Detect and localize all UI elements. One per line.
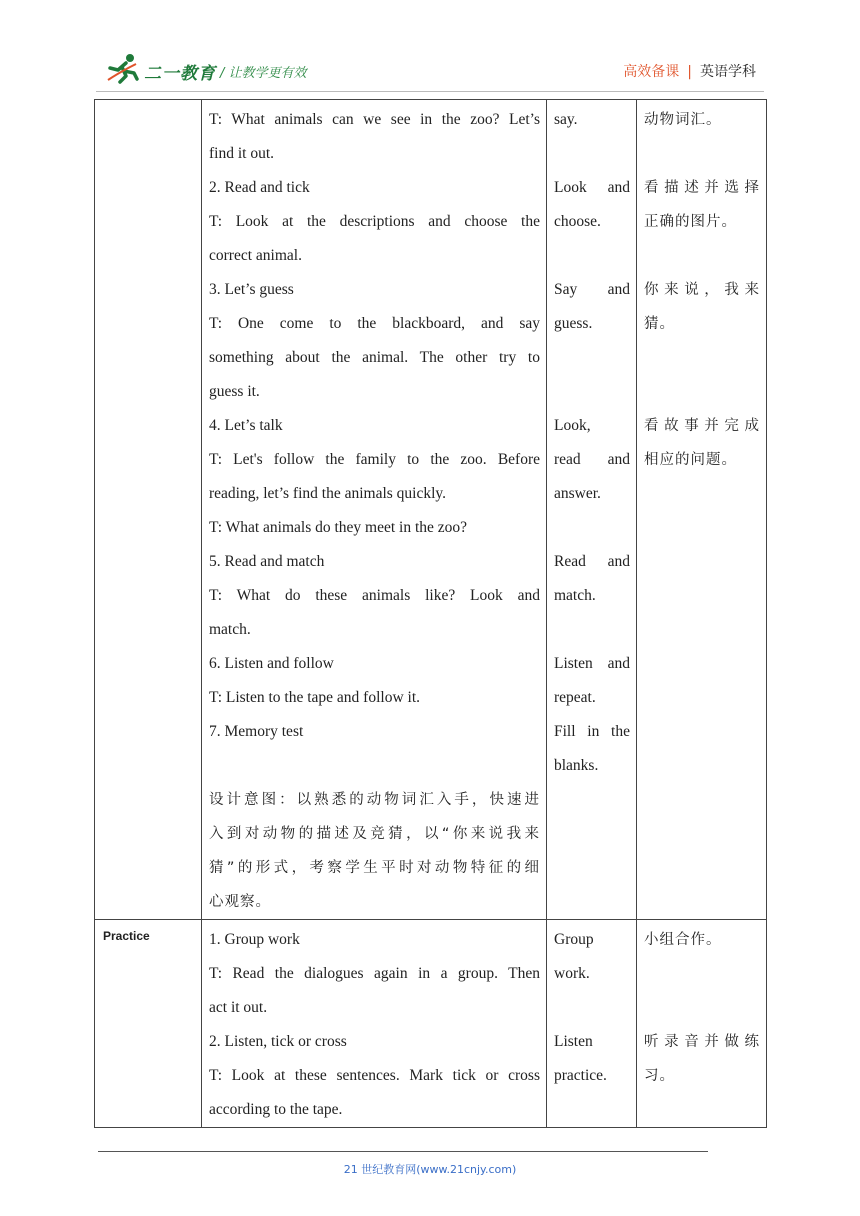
- lesson-plan-table: [94, 99, 767, 1128]
- text-line: [554, 137, 630, 171]
- brand-logo: [106, 52, 346, 86]
- text-line: match.: [554, 587, 596, 604]
- text-line: 相应的问题。: [644, 452, 737, 468]
- stage-label: [95, 100, 201, 109]
- header-subject: [623, 61, 756, 81]
- teacher-activity-cell: [202, 100, 547, 920]
- text-line: [644, 957, 760, 991]
- text-line: work.: [554, 965, 590, 982]
- design-intent-line: 入到对动物的描述及竞猜，以“你来说我来: [209, 826, 540, 842]
- text-line: T: Listen to the tape and follow it.: [209, 689, 421, 706]
- text-line: 看故事并完成: [644, 418, 760, 434]
- design-intent-line: 心观察。: [209, 894, 271, 910]
- text-line: 听录音并做练: [644, 1034, 760, 1050]
- text-line: find it out.: [209, 145, 275, 162]
- text-line: choose.: [554, 213, 601, 230]
- purpose-cell: [637, 100, 767, 920]
- text-line: Listen: [554, 1033, 593, 1050]
- runner-logo-icon: [106, 52, 142, 84]
- text-line: Group: [554, 931, 594, 948]
- header-label-primary: 高效备课: [623, 64, 680, 80]
- text-line: practice.: [554, 1067, 607, 1084]
- text-line: 小组合作。: [644, 932, 722, 948]
- text-line: 2. Read and tick: [209, 179, 310, 196]
- text-line: T: One come to the blackboard, and say: [209, 315, 540, 332]
- text-line: 看描述并选择: [644, 180, 760, 196]
- header-divider: [96, 91, 764, 92]
- table-row: [95, 100, 767, 920]
- text-line: [644, 375, 760, 409]
- text-line: [554, 991, 630, 1025]
- stage-cell: [95, 100, 202, 920]
- text-line: T: Read the dialogues again in a group. Then: [209, 965, 540, 982]
- student-activity-cell: [547, 100, 637, 920]
- text-line: 习。: [644, 1068, 675, 1084]
- text-line: [554, 375, 630, 409]
- text-line: T: Look at these sentences. Mark tick or cross: [209, 1067, 540, 1084]
- purpose-cell: [637, 920, 767, 1128]
- text-line: 你来说，我来: [644, 282, 760, 298]
- text-line: T: Let's follow the family to the zoo. Before: [209, 451, 540, 468]
- design-intent-line: 猜”的形式，考察学生平时对动物特征的细: [209, 860, 540, 876]
- text-line: 5. Read and match: [209, 553, 325, 570]
- page-header: [106, 50, 756, 86]
- text-line: guess it.: [209, 383, 260, 400]
- text-line: 7. Memory test: [209, 723, 304, 740]
- design-intent-line: 设计意图：以熟悉的动物词汇入手，快速进: [209, 792, 540, 808]
- header-label-subject: 英语学科: [700, 64, 756, 80]
- text-line: read and: [554, 451, 630, 468]
- footer-source: 21 世纪教育网(www.21cnjy.com): [343, 1163, 517, 1176]
- logo-text: 二一教育: [144, 64, 216, 84]
- text-line: 2. Listen, tick or cross: [209, 1033, 347, 1050]
- text-line: repeat.: [554, 689, 596, 706]
- text-line: Fill in the: [554, 723, 630, 740]
- text-line: guess.: [554, 315, 593, 332]
- text-line: [554, 613, 630, 647]
- text-line: [644, 991, 760, 1025]
- text-line: something about the animal. The other try to: [209, 349, 540, 366]
- text-line: [644, 239, 760, 273]
- text-line: answer.: [554, 485, 601, 502]
- text-line: reading, let’s find the animals quickly.: [209, 485, 447, 502]
- text-line: Say and: [554, 281, 630, 298]
- text-line: according to the tape.: [209, 1101, 343, 1118]
- text-line: [554, 239, 630, 273]
- text-line: Read and: [554, 553, 630, 570]
- text-line: [644, 341, 760, 375]
- student-activity-cell: [547, 920, 637, 1128]
- text-line: 4. Let’s talk: [209, 417, 283, 434]
- text-line: T: What animals do they meet in the zoo?: [209, 519, 468, 536]
- text-line: T: What animals can we see in the zoo? Let’s: [209, 111, 540, 128]
- text-line: blanks.: [554, 757, 599, 774]
- footer-divider: [98, 1151, 708, 1152]
- text-line: [644, 137, 760, 171]
- text-line: 6. Listen and follow: [209, 655, 334, 672]
- slogan: / 让教学更有效: [220, 66, 307, 81]
- spacer: [209, 749, 540, 783]
- text-line: Listen and: [554, 655, 630, 672]
- text-line: 3. Let’s guess: [209, 281, 294, 298]
- text-line: T: What do these animals like? Look and: [209, 587, 540, 604]
- text-line: match.: [209, 621, 251, 638]
- text-line: [554, 511, 630, 545]
- text-line: 猜。: [644, 316, 675, 332]
- table-row: [95, 920, 767, 1128]
- text-line: 1. Group work: [209, 931, 300, 948]
- teacher-activity-cell: [202, 920, 547, 1128]
- text-line: Look,: [554, 417, 591, 434]
- text-line: T: Look at the descriptions and choose the: [209, 213, 540, 230]
- text-line: correct animal.: [209, 247, 302, 264]
- stage-cell: [95, 920, 202, 1128]
- text-line: 动物词汇。: [644, 112, 722, 128]
- stage-label: Practice: [103, 929, 150, 943]
- text-line: Look and: [554, 179, 630, 196]
- text-line: act it out.: [209, 999, 268, 1016]
- text-line: [554, 341, 630, 375]
- text-line: 正确的图片。: [644, 214, 737, 230]
- text-line: say.: [554, 111, 578, 128]
- header-separator: |: [687, 64, 692, 80]
